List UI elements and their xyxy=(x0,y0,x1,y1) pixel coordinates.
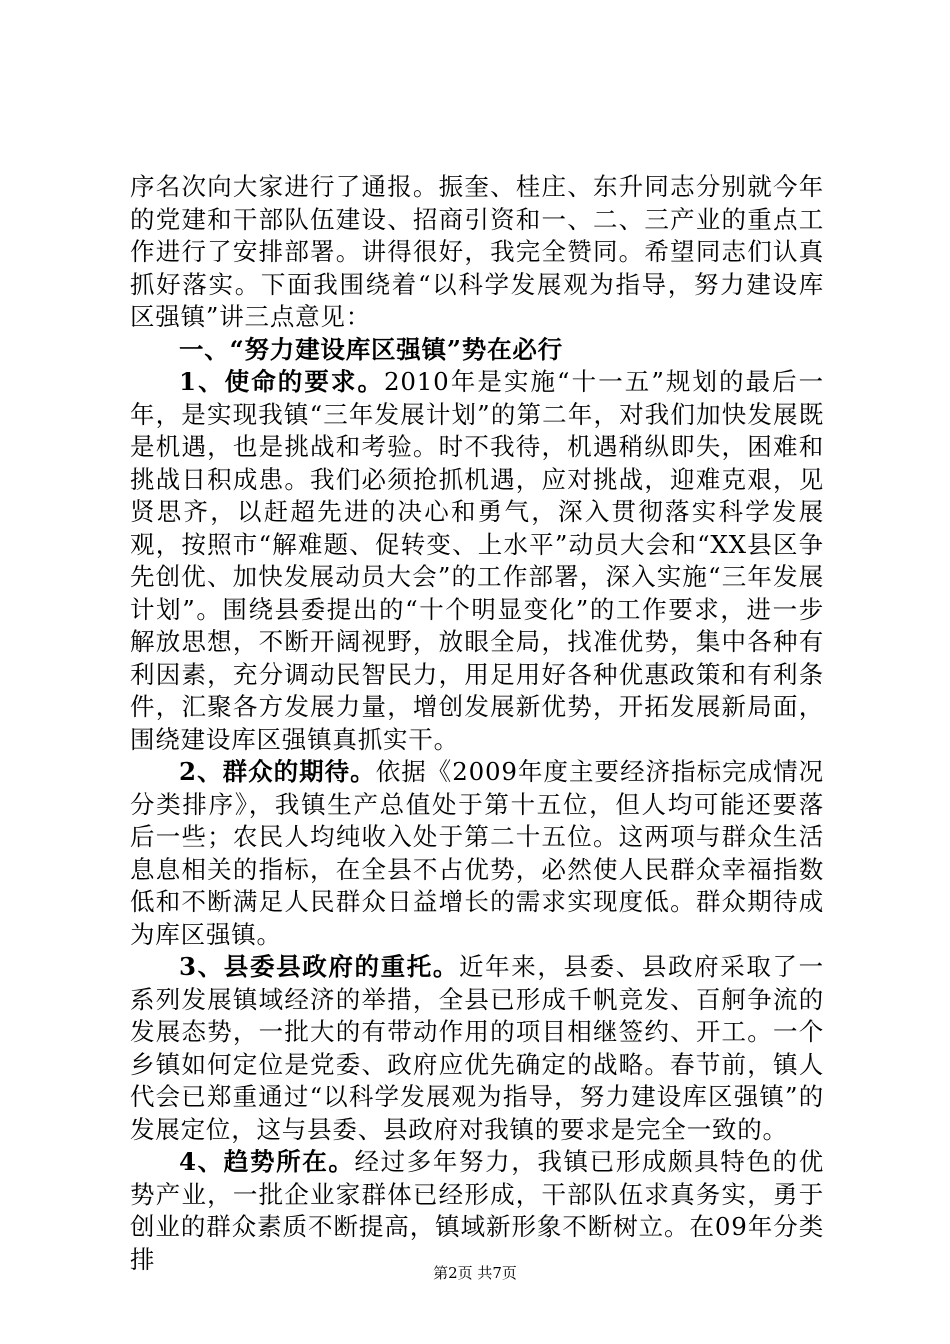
paragraph-1 xyxy=(130,366,824,756)
document-body xyxy=(130,171,824,1276)
paragraph-4 xyxy=(130,1146,824,1276)
paragraph-1-text: 2010年是实施“十一五”规划的最后一年，是实现我镇“三年发展计划”的第二年，对我们加快发展既是机遇，也是挑战和考验。时不我待，机遇稍纵即失，困难和挑战日积成患。我们必须抢抓机遇，应对挑战，迎难克艰，见贤思齐，以赶超先进的决心和勇气，深入贯彻落实科学发展观，按照市“解难题、促转变、上水平”动员大会和“XX县区争先创优、加快发展动员大会”的工作部署，深入实施“三年发展计划”。围绕县委提出的“十个明显变化”的工作要求，进一步解放思想，不断开阔视野，放眼全局，找准优势，集中各种有利因素，充分调动民智民力，用足用好各种优惠政策和有利条件，汇聚各方发展力量，增创发展新优势，开拓发展新局面，围绕建设库区强镇真抓实干。 xyxy=(130,367,824,754)
paragraph-2-lead: 2、群众的期待。 xyxy=(179,757,376,786)
paragraph-3-text: 近年来，县委、县政府采取了一系列发展镇域经济的举措，全县已形成千帆竞发、百舸争流的发展态势，一批大的有带动作用的项目相继签约、开工。一个乡镇如何定位是党委、政府应优先确定的战略。春节前，镇人代会已郑重通过“以科学发展观为指导，努力建设库区强镇”的发展定位，这与县委、县政府对我镇的要求是完全一致的。 xyxy=(130,952,824,1144)
paragraph-1-lead: 1、使命的要求。 xyxy=(179,367,385,396)
paragraph-2-text: 依据《2009年度主要经济指标完成情况分类排序》，我镇生产总值处于第十五位，但人均可能还要落后一些；农民人均纯收入处于第二十五位。这两项与群众生活息息相关的指标，在全县不占优势，必然使人民群众幸福指数低和不断满足人民群众日益增长的需求实现度低。群众期待成为库区强镇。 xyxy=(130,757,824,949)
page-footer: 第2页 共7页 xyxy=(433,1264,517,1282)
paragraph-3-lead: 3、县委县政府的重托。 xyxy=(179,952,459,981)
paragraph-4-text: 经过多年努力，我镇已形成颇具特色的优势产业，一批企业家群体已经形成，干部队伍求真务实，勇于创业的群众素质不断提高，镇域新形象不断树立。在09年分类排 xyxy=(130,1147,824,1274)
paragraph-4-lead: 4、趋势所在。 xyxy=(179,1147,355,1176)
intro-paragraph: 序名次向大家进行了通报。振奎、桂庄、东升同志分别就今年的党建和干部队伍建设、招商引资和一、二、三产业的重点工作进行了安排部署。讲得很好，我完全赞同。希望同志们认真抓好落实。下面我围绕着“以科学发展观为指导，努力建设库区强镇”讲三点意见： xyxy=(130,172,824,331)
paragraph-2 xyxy=(130,756,824,951)
section-heading-1: 一、“努力建设库区强镇”势在必行 xyxy=(179,334,563,364)
paragraph-3 xyxy=(130,951,824,1146)
